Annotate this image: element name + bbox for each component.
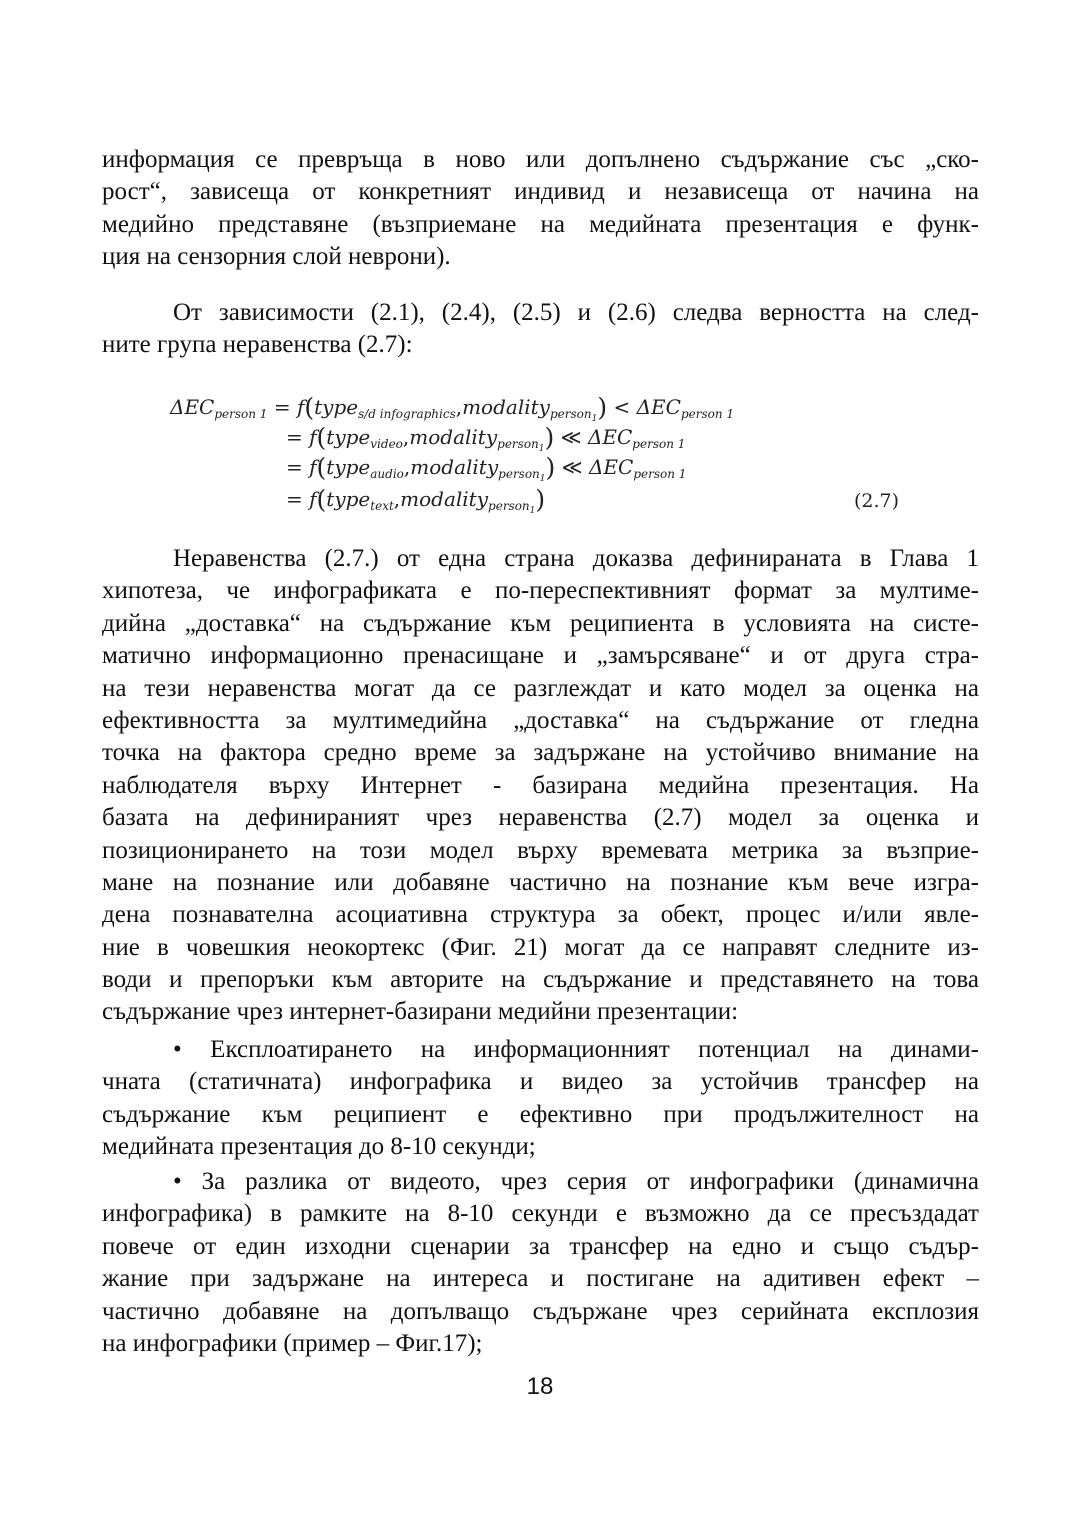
bullet-item-2 [102,1166,979,1360]
text-line: точка на фактора средно време за задържане на устойчиво внимание на [102,739,979,767]
paragraph-3 [102,543,979,1029]
text-line: дийна „доставка“ на съдържание към реципиента в условията на систе- [102,609,979,637]
text-line: информация се превръща в ново или допълнено съдържание със „ско- [102,146,979,173]
page-number: 18 [526,1373,554,1400]
text-line: медийно представяне (възприемане на медийната презентация е функ- [102,210,979,238]
text-line: жание при задържане на интереса и постигане на адитивен ефект – [102,1265,979,1293]
text-line: медийната презентация до 8-10 секунди; [102,1133,536,1161]
text-line: хипотеза, че инфографиката е по-переспективният формат за мултиме- [102,577,979,605]
text-line: повече от един изходни сценарии за трансфер на едно и също съдър- [102,1232,979,1260]
text-line: инфографика) в рамките на 8-10 секунди е възможно да се пресъздадат [102,1200,979,1228]
bullet-marker: • [173,1168,182,1195]
text-line: чната (статичната) инфографика и видео за устойчив трансфер на [102,1068,979,1096]
text-line: • Експлоатирането на информационният потенциал на динами- [173,1036,980,1063]
text-line: дена познавателна асоциативна структура за обект, процес и/или явле- [102,901,979,929]
text-line: съдържание към реципиент е ефективно при продължителност на [102,1100,979,1128]
paragraph-1 [102,144,979,274]
bullet-marker: • [173,1036,182,1063]
text-line: позиционирането на този модел върху времевата метрика за възприе- [102,836,979,864]
text-line: ните група неравенства (2.7): [102,331,413,359]
text-line: ция на сензорния слой неврони). [102,243,451,271]
text-line: частично добавяне на допълващо съдържане чрез серийната експлозия [102,1297,979,1325]
text-line: базата на дефинираният чрез неравенства (2.7) модел за оценка и [102,804,979,832]
paragraph-2 [102,297,979,362]
equation-row-2: = f(type$_{video}$,modality$_{person_1}$) ≪ $\Delta EC_{person 1}$ [286,423,686,454]
text-line: на инфографики (пример – Фиг.17); [102,1329,483,1357]
text-line: води и препоръки към авторите на съдържание и представянето на това [102,966,979,994]
text-line: наблюдателя върху Интернет - базирана медийна презентация. На [102,771,979,799]
text-line: матично информационно пренасищане и „замърсяване“ и от друга стра- [102,642,979,670]
equation-row-3: = f(type$_{audio}$,modality$_{person_1}$) ≪ $\Delta EC_{person 1}$ [286,453,687,484]
text-line: ние в човешкия неокортекс (Фиг. 21) могат да се направят следните из- [102,933,979,961]
text-line: • За разлика от видеото, чрез серия от инфографики (динамична [173,1168,979,1195]
text-line: От зависимости (2.1), (2.4), (2.5) и (2.6) следва верността на след- [173,299,979,326]
equation-row-1: $\Delta EC_{person 1}$ = f(type$_{s/d infographics}$,modality$_{person_1}$) < $\Delta EC_{person 1}$ [170,393,735,424]
equation-label: (2.7) [854,490,900,512]
text-line: Неравенства (2.7.) от една страна доказва дефинираната в Глава 1 [173,545,979,572]
text-line: рост“, зависеща от конкретният индивид и независеща от начина на [102,178,979,206]
equation-row-4: = f(type$_{text}$,modality$_{person_1}$) [286,485,546,516]
bullet-item-1 [102,1034,979,1164]
text-line: на тези неравенства могат да се разглеждат и като модел за оценка на [102,674,979,702]
text-line: съдържание чрез интернет-базирани медийни презентации: [102,998,739,1026]
text-line: ефективността за мултимедийна „доставка“ на съдържание от гледна [102,706,979,734]
text-line: мане на познание или добавяне частично на познание към вече изгра- [102,868,979,896]
